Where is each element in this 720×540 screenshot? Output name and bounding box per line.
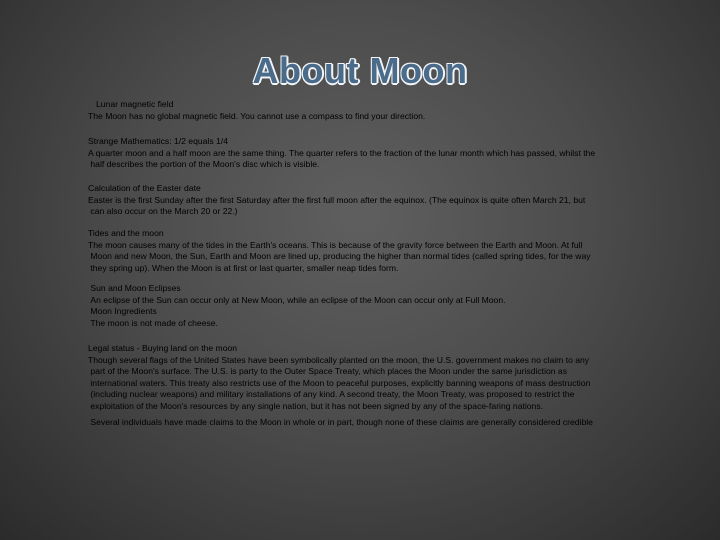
section-heading: Tides and the moon	[88, 228, 164, 238]
section-line: The moon causes many of the tides in the Earth's oceans. This is because of the gravity force between the Earth and Moon. At full	[88, 239, 583, 250]
section-heading: Sun and Moon Eclipses	[88, 283, 181, 293]
section-line: A quarter moon and a half moon are the same thing. The quarter refers to the fraction of the lunar month which has passed, whilst the	[88, 147, 596, 158]
section-heading: Strange Mathematics: 1/2 equals 1/4	[88, 136, 228, 146]
section-heading: Lunar magnetic field	[96, 99, 174, 109]
section-heading: Calculation of the Easter date	[88, 183, 201, 193]
section-line: Moon and new Moon, the Sun, Earth and Moon are lined up, producing the higher than normal tides (called spring tides, for the way	[88, 251, 591, 262]
section-eclipses	[88, 283, 506, 329]
section-line: can also occur on the March 20 or 22.)	[88, 206, 238, 217]
section-tides	[88, 228, 591, 274]
section-claims	[88, 417, 593, 429]
section-line: Moon Ingredients	[88, 306, 157, 317]
section-line: half describes the portion of the Moon's disc which is visible.	[88, 159, 320, 170]
section-line: Though several flags of the United States have been symbolically planted on the moon, the U.S. government makes no claim to any	[88, 354, 590, 365]
section-lunar-magnetic-field	[88, 99, 425, 122]
section-line: part of the Moon's surface. The U.S. is party to the Outer Space Treaty, which places the Moon under the same jurisdiction as	[88, 366, 567, 377]
section-strange-mathematics	[88, 136, 595, 171]
section-line: international waters. This treaty also restricts use of the Moon to peaceful purposes, explicitly banning weapons of mass destruction	[88, 377, 591, 388]
section-line: (including nuclear weapons) and military installations of any kind. A second treaty, the Moon Treaty, was proposed to restrict the	[88, 389, 575, 400]
section-legal-status	[88, 343, 590, 413]
section-line: The moon is not made of cheese.	[88, 317, 218, 328]
section-line: Several individuals have made claims to the Moon in whole or in part, though none of these claims are generally considered credible	[88, 417, 593, 427]
section-line: An eclipse of the Sun can occur only at New Moon, while an eclipse of the Moon can occur only at Full Moon.	[88, 294, 506, 305]
section-line: The Moon has no global magnetic field. You cannot use a compass to find your direction.	[88, 110, 426, 121]
section-heading: Legal status - Buying land on the moon	[88, 343, 238, 353]
slide-title: About Moon	[252, 50, 468, 91]
section-line: Easter is the first Sunday after the first Saturday after the first full moon after the equinox. (The equinox is quite often March 21, but	[88, 194, 586, 205]
section-line: they spring up). When the Moon is at first or last quarter, smaller neap tides form.	[88, 262, 399, 273]
section-easter-date	[88, 183, 585, 218]
section-line: exploitation of the Moon's resources by any single nation, but it has not been signed by any of the space-faring nations.	[88, 400, 544, 411]
